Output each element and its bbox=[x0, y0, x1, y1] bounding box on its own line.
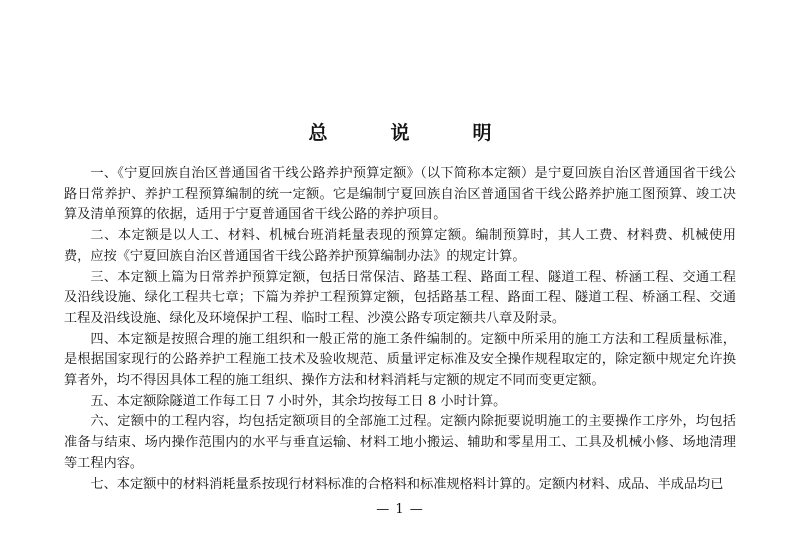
page-number: — 1 — bbox=[376, 502, 424, 517]
body-text bbox=[64, 164, 736, 495]
paragraph-7: 七、本定额中的材料消耗量系按现行材料标准的合格料和标准规格料计算的。定额内材料、成品、半成品均已 bbox=[90, 476, 724, 492]
page-title: 总 说 明 bbox=[308, 122, 514, 144]
paragraph-5: 五、本定额除隧道工作每工日 7 小时外，其余均按每工日 8 小时计算。 bbox=[90, 393, 507, 409]
paragraph-2: 二、本定额是以人工、材料、机械台班消耗量表现的预算定额。编制预算时，其人工费、材料费、机械使用费，应按《宁夏回族自治区普通国省干线公路养护预算编制办法》的规定计算。 bbox=[64, 228, 736, 264]
paragraph-6: 六、定额中的工程内容，均包括定额项目的全部施工过程。定额内除扼要说明施工的主要操作工序外，均包括准备与结束、场内操作范围内的水平与垂直运输、材料工地小搬运、辅助和零星用工、工具及机械小修、场地清理等工程内容。 bbox=[64, 414, 736, 471]
paragraph-3: 三、本定额上篇为日常养护预算定额，包括日常保洁、路基工程、路面工程、隧道工程、桥涵工程、交通工程及沿线设施、绿化工程共七章；下篇为养护工程预算定额，包括路基工程、路面工程、隧道工程、桥涵工程、交通工程及沿线设施、绿化及环境保护工程、临时工程、沙漠公路专项定额共八章及附录。 bbox=[64, 269, 736, 326]
paragraph-4: 四、本定额是按照合理的施工组织和一般正常的施工条件编制的。定额中所采用的施工方法和工程质量标准，是根据国家现行的公路养护工程施工技术及验收规范、质量评定标准及安全操作规程取定的，除定额中规定允许换算者外，均不得因具体工程的施工组织、操作方法和材料消耗与定额的规定不同而变更定额。 bbox=[64, 331, 736, 389]
paragraph-1: 一、《宁夏回族自治区普通国省干线公路养护预算定额》（以下简称本定额）是宁夏回族自治区普通国省干线公路日常养护、养护工程预算编制的统一定额。它是编制宁夏回族自治区普通国省干线公路养护施工图预算、竣工决算及清单预算的依据，适用于宁夏普通国省干线公路的养护项目。 bbox=[64, 166, 736, 223]
